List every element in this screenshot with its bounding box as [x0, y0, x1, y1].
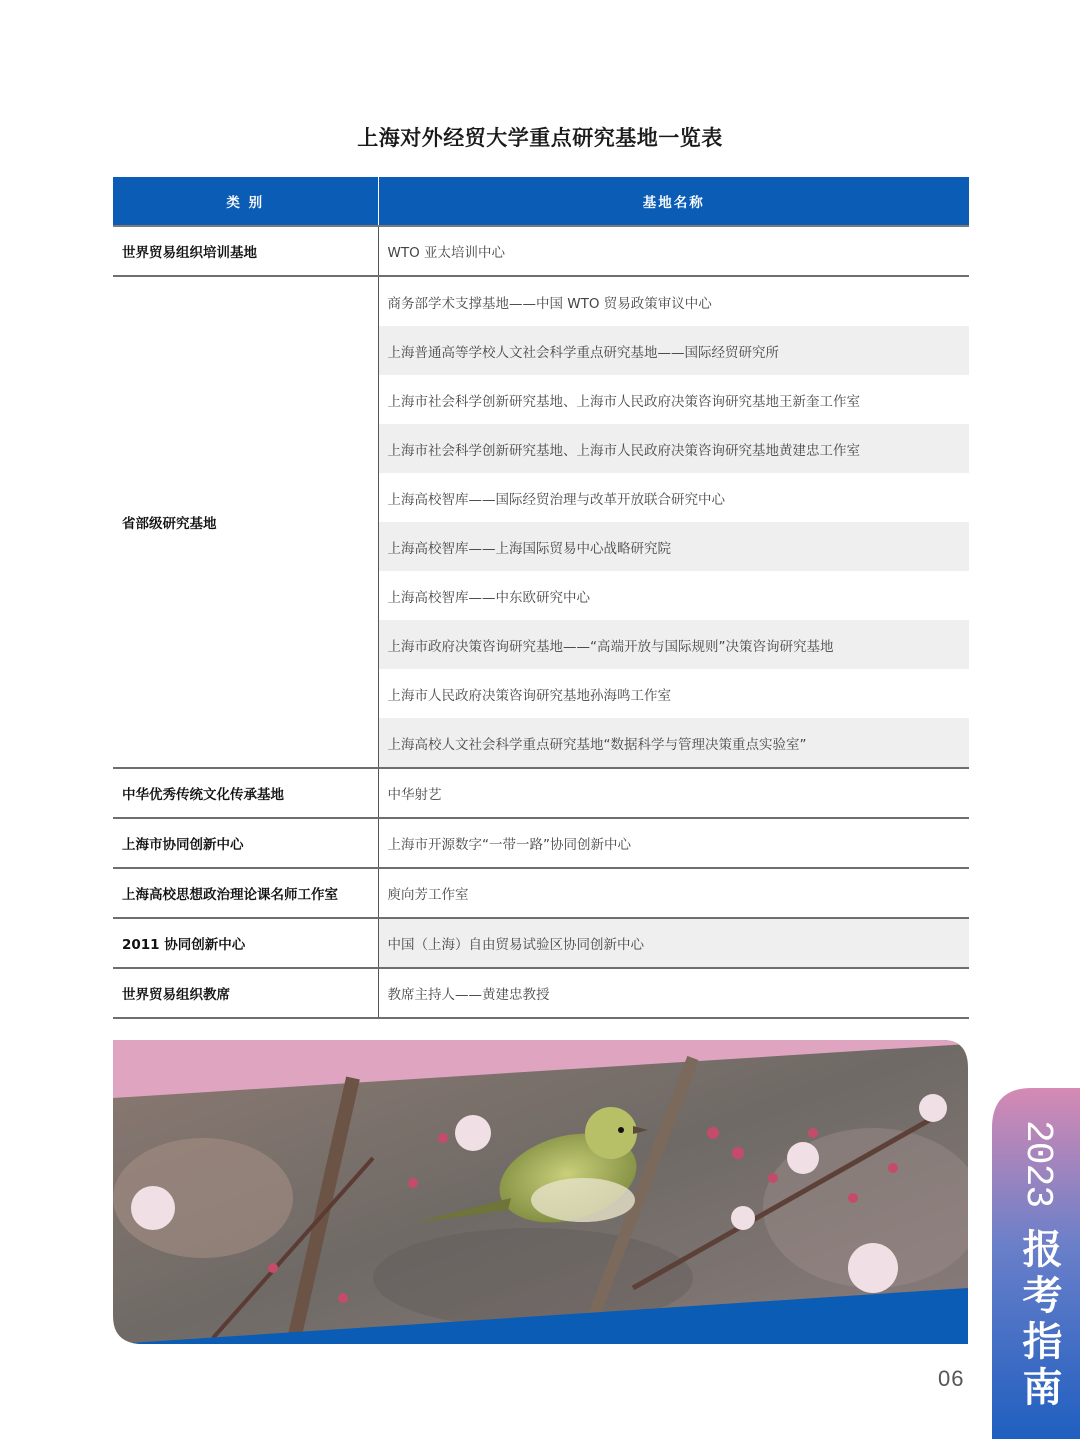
table-row	[113, 818, 969, 868]
page-number: 06	[938, 1366, 965, 1391]
bird-photo	[113, 1038, 968, 1344]
category-cell: 世界贸易组织培训基地	[113, 226, 378, 276]
table-row	[113, 768, 969, 818]
base-name-cell: 上海市社会科学创新研究基地、上海市人民政府决策咨询研究基地王新奎工作室	[387, 393, 860, 410]
base-name-cell: 上海高校人文社会科学重点研究基地“数据科学与管理决策重点实验室”	[378, 718, 969, 768]
header-category: 类 别	[113, 177, 378, 226]
table-row	[113, 918, 969, 968]
base-name-cell: WTO 亚太培训中心	[378, 226, 969, 276]
table-row	[113, 968, 969, 1018]
category-cell: 2011 协同创新中心	[113, 918, 378, 968]
table-row	[113, 276, 969, 326]
table-row	[113, 226, 969, 276]
base-name-cell: 上海普通高等学校人文社会科学重点研究基地——国际经贸研究所	[378, 326, 969, 375]
table-header-row	[113, 177, 969, 226]
category-cell: 省部级研究基地	[113, 276, 378, 768]
base-name-cell: 庾向芳工作室	[378, 868, 969, 918]
base-name-cell: 上海市政府决策咨询研究基地——“高端开放与国际规则”决策咨询研究基地	[378, 620, 969, 669]
base-name-cell: 上海高校智库——国际经贸治理与改革开放联合研究中心	[387, 491, 725, 508]
base-name-cell: 中国（上海）自由贸易试验区协同创新中心	[378, 918, 969, 968]
side-tab-year: 2023	[1016, 1120, 1059, 1208]
base-name-cell: 中华射艺	[378, 768, 969, 818]
base-name-cell: 上海市社会科学创新研究基地、上海市人民政府决策咨询研究基地黄建忠工作室	[378, 424, 969, 473]
table-row	[113, 868, 969, 918]
category-cell: 上海市协同创新中心	[113, 818, 378, 868]
category-cell: 上海高校思想政治理论课名师工作室	[113, 868, 378, 918]
base-name-cell: 上海高校智库——上海国际贸易中心战略研究院	[378, 522, 969, 571]
research-base-table	[113, 177, 969, 1019]
base-name-cell: 上海市人民政府决策咨询研究基地孙海鸣工作室	[387, 687, 671, 704]
category-cell: 世界贸易组织教席	[113, 968, 378, 1018]
base-name-cell: 上海市开源数字“一带一路”协同创新中心	[378, 818, 969, 868]
header-base-name: 基地名称	[378, 177, 969, 226]
base-name-cell: 上海高校智库——中东欧研究中心	[387, 589, 590, 606]
base-name-cell: 商务部学术支撑基地——中国 WTO 贸易政策审议中心	[387, 295, 712, 312]
base-name-cell: 教席主持人——黄建忠教授	[378, 968, 969, 1018]
category-cell: 中华优秀传统文化传承基地	[113, 768, 378, 818]
page-title: 上海对外经贸大学重点研究基地一览表	[357, 126, 723, 150]
side-tab-label: 报考指南	[1016, 1228, 1063, 1412]
